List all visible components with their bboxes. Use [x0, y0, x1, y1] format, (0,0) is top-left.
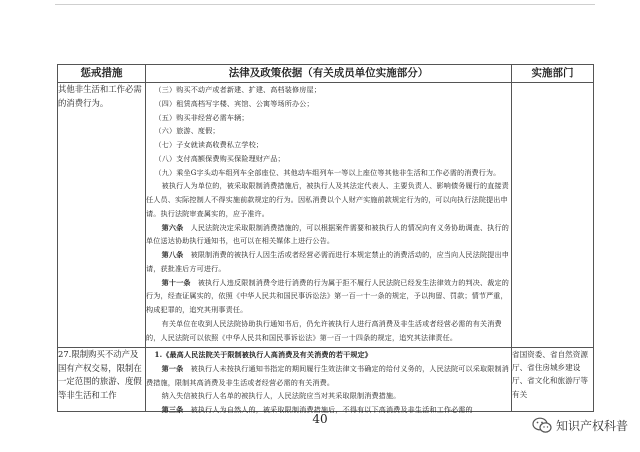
page-top-rule — [55, 4, 595, 5]
article-text: 被执行人为自然人的，被采取限制消费措施后，不得有以下高消费及非生活和工作必需的 — [190, 405, 473, 414]
article-label: 第八条 — [161, 250, 184, 259]
article-11 — [146, 276, 511, 317]
paragraph: 纳入失信被执行人名单的被执行人，人民法院应当对其采取限制消费措施。 — [161, 391, 401, 401]
legal-basis-cell — [146, 348, 512, 412]
list-item: （七）子女就读高收费私立学校； — [154, 140, 264, 149]
article-text: 被执行人违反限制消费令进行消费的行为属于拒不履行人民法院已经发生法律效力的判决、裁定的行为，经查证属实的，依照《中华人民共和国民事诉讼法》第一百一十一条的规定，予以拘留、罚款；情节严重，构成犯罪的，追究其刑事责任。 — [146, 277, 509, 314]
measure-cell — [58, 348, 146, 412]
article-label: 第一条 — [161, 363, 184, 373]
regulation-title-text: 1.《最高人民法院关于限制被执行人高消费及有关消费的若干规定》 — [154, 350, 373, 359]
table-row — [58, 348, 594, 412]
table-row — [58, 83, 594, 348]
header-department: 实施部门 — [512, 65, 594, 83]
list-item: （九）乘坐G字头动车组列车全部座位、其他动车组列车一等以上座位等其他非生活和工作必需的消费行为。 — [154, 167, 501, 177]
article-text: 人民法院决定采取限制消费措施的，可以根据案件需要和被执行人的情况向有义务协助调查、执行的单位送达协助执行通知书，也可以在相关媒体上进行公告。 — [146, 222, 509, 246]
regulation-title — [146, 348, 511, 362]
paragraph: 被执行人为单位的，被采取限制消费措施后，被执行人及其法定代表人、主要负责人、影响债务履行的直接责任人员、实际控制人不得实施前款规定的行为。因私消费以个人财产实施前款规定行为的，可以向执行法院提出申请。执行法院审查属实的，应予准许。 — [146, 181, 509, 218]
list-item: （五）购买非经营必需车辆； — [154, 112, 249, 122]
page-number: 40 — [312, 412, 328, 426]
watermark-text: 知识产权科普 — [555, 419, 628, 433]
wechat-logo-icon — [532, 417, 552, 434]
table-header-row — [58, 65, 594, 83]
article-text: 被执行人未按执行通知书指定的期间履行生效法律文书确定的给付义务的，人民法院可以采取限制消费措施，限制其高消费及非生活或者经营必需的有关消费。 — [146, 363, 509, 387]
watermark — [532, 417, 628, 434]
list-item: （三）购买不动产或者新建、扩建、高档装修房屋； — [154, 85, 321, 94]
department-cell — [512, 83, 594, 348]
department-text: 省国资委、省自然资源厅、省住房城乡建设厅、省文化和旅游厅等有关 — [512, 350, 588, 399]
list-item: （八）支付高额保费购买保险理财产品； — [154, 153, 285, 163]
sanction-measures-table — [57, 64, 594, 412]
measure-text: 27.限制购买不动产及国有产权交易，限制在一定范围的旅游、度假等非生活和工作 — [58, 349, 142, 400]
header-legal-basis: 法律及政策依据（有关成员单位实施部分） — [146, 65, 512, 83]
article-text: 被限制消费的被执行人因生活或者经营必需而进行本规定禁止的消费活动的，应当向人民法院提出申请，获批准后方可进行。 — [146, 250, 509, 273]
article-1 — [146, 362, 511, 390]
article-label: 第三条 — [161, 405, 184, 414]
article-label: 第十一条 — [161, 277, 191, 287]
measure-cell — [58, 83, 146, 348]
paragraph: 有关单位在收到人民法院协助执行通知书后，仍允许被执行人进行高消费及非生活或者经营必需的有关消费的，人民法院可以依照《中华人民共和国民事诉讼法》第一百一十四条的规定，追究其法律责任。 — [146, 318, 502, 342]
list-item: （四）租赁高档写字楼、宾馆、公寓等场所办公； — [154, 98, 314, 108]
header-measures: 惩戒措施 — [58, 65, 146, 83]
article-8 — [146, 248, 511, 276]
article-6 — [146, 221, 511, 249]
legal-basis-cell — [146, 83, 512, 348]
department-cell — [512, 348, 594, 412]
list-item: （六）旅游、度假； — [154, 126, 220, 136]
article-label: 第六条 — [161, 222, 184, 232]
measure-text: 其他非生活和工作必需的消费行为。 — [58, 84, 142, 108]
